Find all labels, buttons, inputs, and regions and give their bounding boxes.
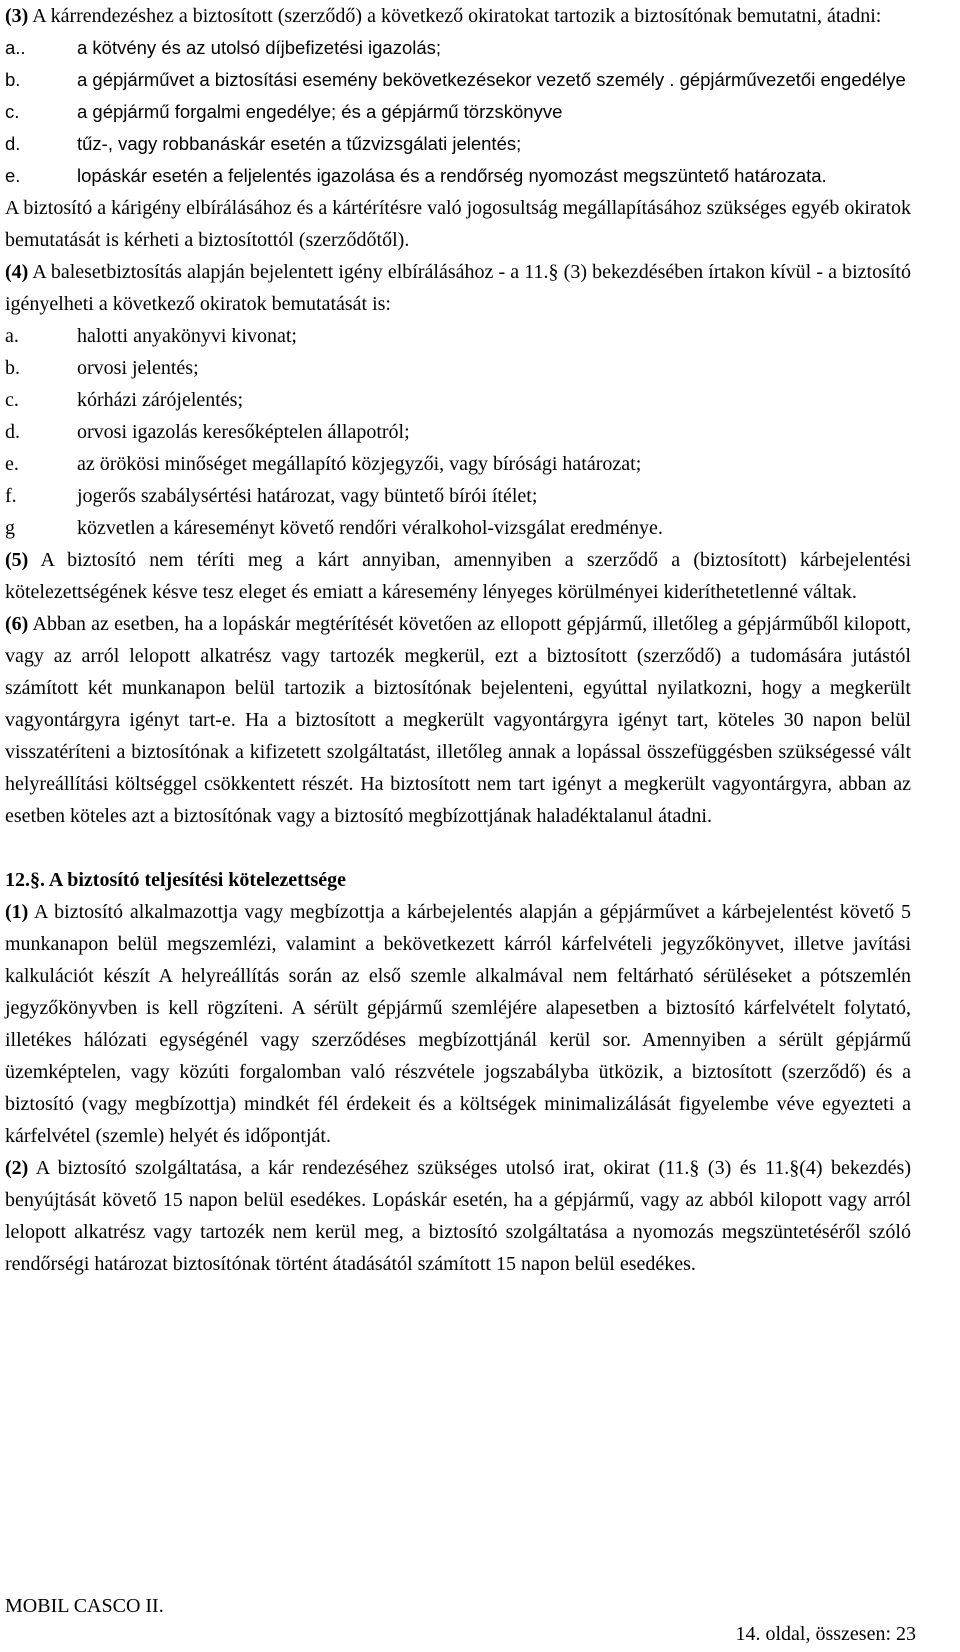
list-label: g	[5, 517, 15, 539]
footer-page-number: 14. oldal, összesen: 23	[735, 1623, 916, 1645]
list-label: e.	[5, 453, 19, 475]
list-label: f.	[5, 485, 17, 507]
list-text: a kötvény és az utolsó díjbefizetési igazolás;	[77, 37, 442, 58]
list-label: e.	[5, 165, 21, 186]
list-item	[5, 448, 911, 480]
document-page	[5, 0, 911, 1280]
list-item	[5, 320, 911, 352]
list-text: a gépjármű forgalmi engedélye; és a gépjármű törzskönyve	[77, 101, 563, 122]
paragraph-3-intro	[5, 0, 911, 32]
paragraph-text: A biztosító nem téríti meg a kárt annyiban, amennyiben a szerződő a (biztosított) kárbejelentési kötelezettségének késve tesz eleget és emiatt a káresemény lényeges körülményei kideríthetetlenné váltak.	[5, 549, 911, 603]
paragraph-number: (1)	[5, 901, 29, 923]
paragraph-number: (3)	[5, 5, 29, 27]
list-item	[5, 352, 911, 384]
list-text: orvosi igazolás keresőképtelen állapotról;	[77, 421, 410, 443]
list-text: orvosi jelentés;	[77, 357, 199, 379]
list-item	[5, 512, 911, 544]
paragraph-number: (6)	[5, 613, 29, 635]
list-text: tűz-, vagy robbanáskár esetén a tűzvizsgálati jelentés;	[77, 133, 522, 154]
list-item	[5, 128, 911, 160]
paragraph-text: A kárrendezéshez a biztosított (szerződő) a következő okiratokat tartozik a biztosítónak bemutatni, átadni:	[32, 5, 882, 27]
list-text: a gépjárművet a biztosítási esemény bekövetkezésekor vezető személy . gépjárművezetői engedélye	[77, 69, 906, 90]
list-text: közvetlen a káreseményt követő rendőri véralkohol-vizsgálat eredménye.	[77, 517, 663, 539]
section-heading: 12.§. A biztosító teljesítési kötelezettsége	[5, 869, 347, 891]
list-item	[5, 416, 911, 448]
list-label: b.	[5, 69, 21, 90]
list-text: az örökösi minőséget megállapító közjegyzői, vagy bírósági határozat;	[77, 453, 642, 475]
list-label: d.	[5, 133, 21, 154]
paragraph-5	[5, 544, 911, 608]
paragraph-6	[5, 608, 911, 832]
paragraph-text: A biztosító szolgáltatása, a kár rendezéséhez szükséges utolsó irat, okirat (11.§ (3) és 11.§(4) bekezdés) benyújtását követő 15 napon belül esedékes. Lopáskár esetén, ha a gépjármű, vagy az abból kilopott vagy arról lelopott alkatrész vagy tartozék nem kerül meg, a biztosító szolgáltatása a nyomozás megszüntetéséről szóló rendőrségi határozat biztosítónak történt átadásától számított 15 napon belül esedékes.	[5, 1157, 911, 1275]
list-label: a.	[5, 325, 19, 347]
list-label: c.	[5, 389, 19, 411]
list-label: d.	[5, 421, 20, 443]
paragraph-text: A balesetbiztosítás alapján bejelentett igény elbírálásához - a 11.§ (3) bekezdésében írtakon kívül - a biztosító igényelheti a következő okiratok bemutatását is:	[5, 261, 911, 315]
list-item	[5, 96, 911, 128]
list-label: c.	[5, 101, 20, 122]
section-12-paragraph-2	[5, 1152, 911, 1280]
list-item	[5, 32, 911, 64]
paragraph-3-closing: A biztosító a kárigény elbírálásához és a kártérítésre való jogosultság megállapításához szükséges egyéb okiratok bemutatását is kérheti a biztosítottól (szerződőtől).	[5, 197, 911, 251]
list-item	[5, 160, 911, 192]
list-item	[5, 480, 911, 512]
paragraph-number: (2)	[5, 1157, 29, 1179]
list-text: jogerős szabálysértési határozat, vagy büntető bírói ítélet;	[77, 485, 538, 507]
paragraph-text: Abban az esetben, ha a lopáskár megtérítését követően az ellopott gépjármű, illetőleg a gépjárműből kilopott, vagy az arról lelopott alkatrész vagy tartozék megkerül, ezt a biztosított (szerződő) a tudomására jutástól számított két munkanapon belül tartozik a biztosítónak bejelenteni, egyúttal nyilatkozni, hogy a megkerült vagyontárgyra igényt tart-e. Ha a biztosított a megkerült vagyontárgyra igényt tart, köteles 30 napon belül visszatéríteni a biztosítónak a kifizetett szolgáltatást, illetőleg annak a lopással összefüggésben szükségessé vált helyreállítási költséggel csökkentett részét. Ha biztosított nem tart igényt a megkerült vagyontárgyra, abban az esetben köteles azt a biztosítónak vagy a biztosító megbízottjának haladéktalanul átadni.	[5, 613, 911, 827]
paragraph-number: (4)	[5, 261, 29, 283]
paragraph-text: A biztosító alkalmazottja vagy megbízottja a kárbejelentés alapján a gépjárművet a kárbejelentést követő 5 munkanapon belül megszemlézi, valamint a bekövetkezett kárról kárfelvételi jegyzőkönyvet, illetve javítási kalkulációt készít A helyreállítás során az első szemle alkalmával nem feltárható sérüléseket a pótszemlén jegyzőkönyvben is kell rögzíteni. A sérült gépjármű szemléjére alapesetben a biztosító kárfelvételt folytató, illetékes hálózati egységénél vagy szerződéses megbízottjánál kerül sor. Amennyiben a sérült gépjármű üzemképtelen, vagy közúti forgalomban való részvétele jogszabályba ütközik, a biztosított (szerződő) és a biztosító (vagy megbízottja) mindkét fél érdekeit és a költségek minimalizálását figyelembe véve egyezteti a kárfelvétel (szemle) helyét és időpontját.	[5, 901, 911, 1147]
list-label: b.	[5, 357, 20, 379]
list-text: lopáskár esetén a feljelentés igazolása és a rendőrség nyomozást megszüntető határozata.	[77, 165, 827, 186]
list-item	[5, 64, 911, 96]
list-text: kórházi zárójelentés;	[77, 389, 244, 411]
list-text: halotti anyakönyvi kivonat;	[77, 325, 297, 347]
paragraph-number: (5)	[5, 549, 29, 571]
section-12-paragraph-1	[5, 896, 911, 1152]
paragraph-4-intro	[5, 256, 911, 320]
footer-document-title: MOBIL CASCO II.	[5, 1595, 164, 1617]
list-item	[5, 384, 911, 416]
list-label: a..	[5, 37, 26, 58]
